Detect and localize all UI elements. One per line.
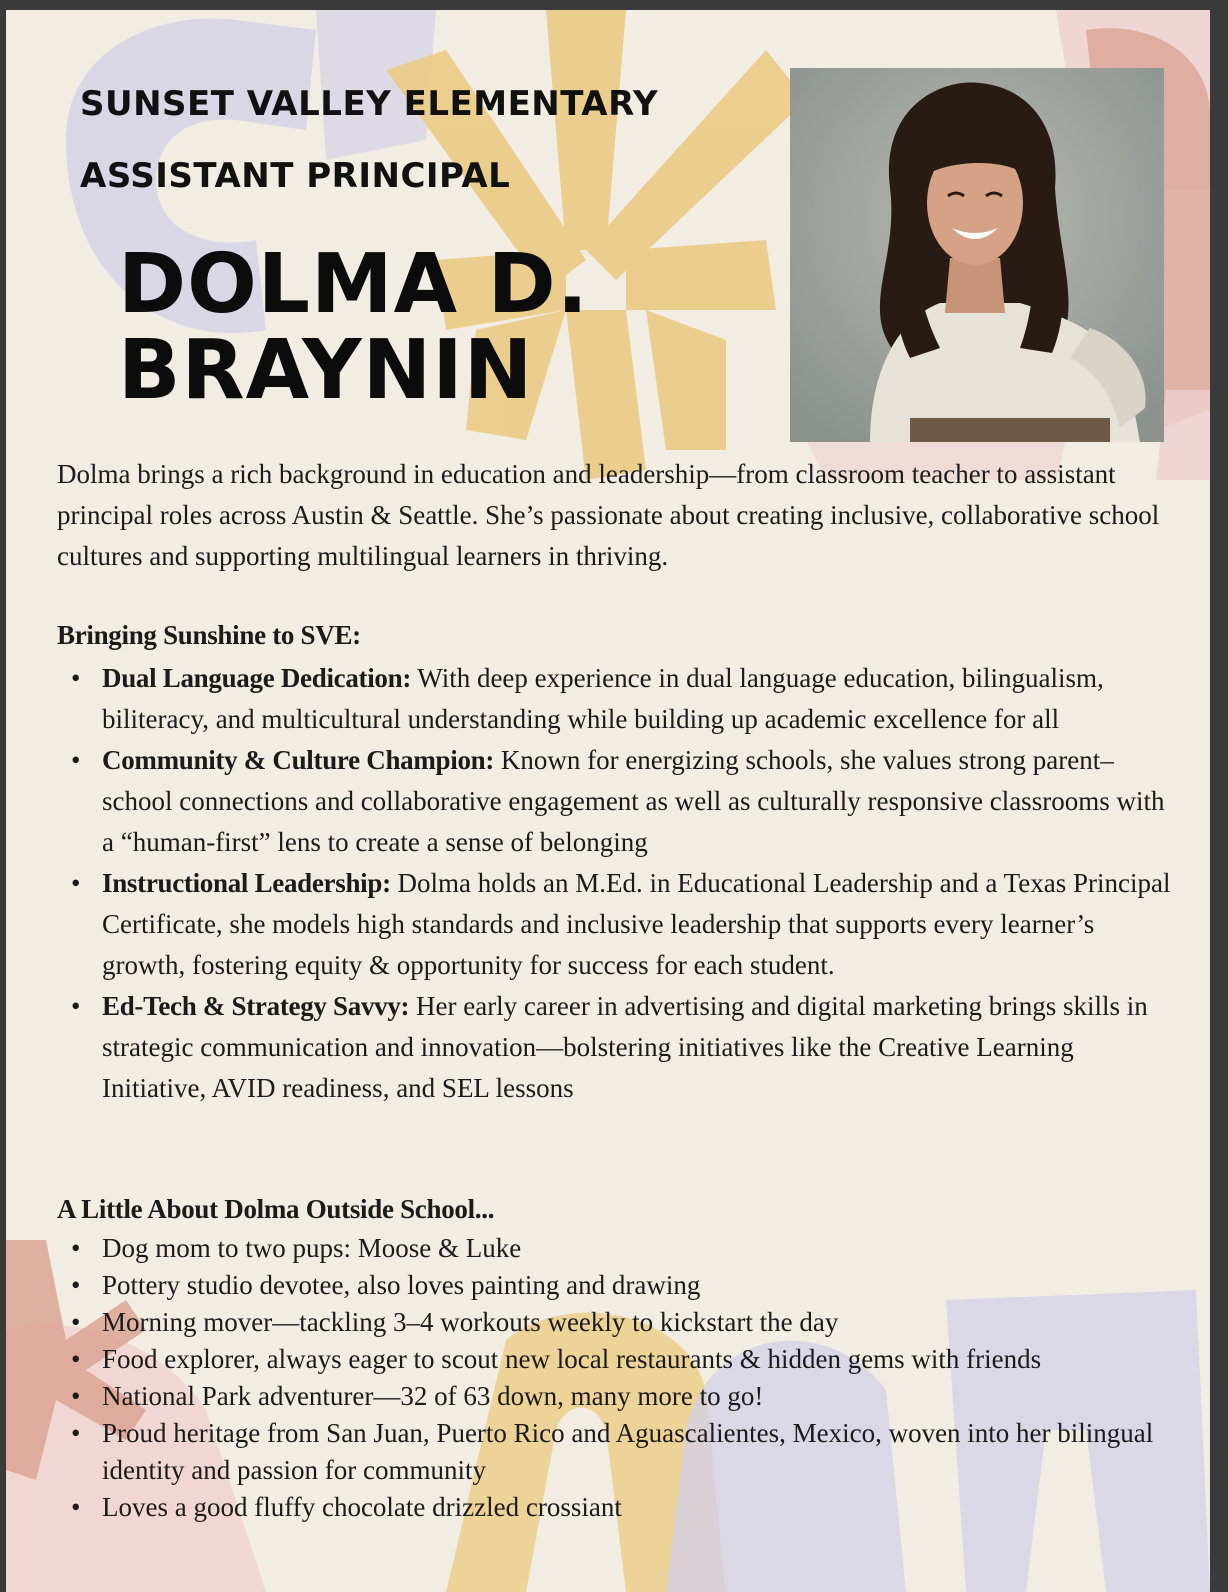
list-item: [57, 740, 1177, 863]
list-item: [57, 986, 1177, 1109]
job-title: ASSISTANT PRINCIPAL: [80, 156, 511, 196]
list-item-title: Dual Language Dedication:: [102, 663, 412, 693]
list-item-title: Ed-Tech & Strategy Savvy:: [102, 991, 410, 1021]
portrait-illustration: [790, 68, 1164, 442]
list-item-text: Known for energizing schools, she values strong parent–school connections and collaborative engagement as well as culturally responsive classrooms with a “human-first” lens to create a sense of belonging: [102, 745, 1165, 857]
outside-school-list: [57, 1230, 1177, 1526]
school-name: SUNSET VALLEY ELEMENTARY: [80, 84, 659, 124]
list-item: • Loves a good fluffy chocolate drizzled crossiant: [57, 1489, 1177, 1526]
list-item: • Proud heritage from San Juan, Puerto Rico and Aguascalientes, Mexico, woven into her bilingual identity and passion for community: [57, 1415, 1177, 1489]
list-item-text: Dolma holds an M.Ed. in Educational Leadership and a Texas Principal Certificate, she models high standards and inclusive leadership that supports every learner’s growth, fostering equity & opportunity for success for each student.: [102, 868, 1171, 980]
section-heading-sunshine: Bringing Sunshine to SVE:: [57, 620, 361, 650]
list-item-title: Community & Culture Champion:: [102, 745, 495, 775]
list-item-text: Her early career in advertising and digital marketing brings skills in strategic communication and innovation—bolstering initiatives like the Creative Learning Initiative, AVID readiness, and SEL lessons: [102, 991, 1148, 1103]
section-heading-outside-school: A Little About Dolma Outside School...: [57, 1194, 495, 1224]
list-item-title: Instructional Leadership:: [102, 868, 391, 898]
flyer-page: [6, 10, 1210, 1592]
portrait-photo: [790, 68, 1164, 442]
list-item: • Pottery studio devotee, also loves painting and drawing: [57, 1267, 1177, 1304]
list-item: [57, 658, 1177, 740]
list-item-text: With deep experience in dual language education, bilingualism, biliteracy, and multicultural understanding while building up academic excellence for all: [102, 663, 1104, 734]
sunshine-list: [57, 658, 1177, 1109]
person-name: DOLMA D. BRAYNIN: [118, 237, 589, 418]
list-item: • Morning mover—tackling 3–4 workouts weekly to kickstart the day: [57, 1304, 1177, 1341]
intro-paragraph: Dolma brings a rich background in education and leadership—from classroom teacher to assistant principal roles across Austin & Seattle. She’s passionate about creating inclusive, collaborative school cultures and supporting multilingual learners in thriving.: [57, 459, 1160, 571]
list-item: [57, 863, 1177, 986]
list-item: • Food explorer, always eager to scout new local restaurants & hidden gems with friends: [57, 1341, 1177, 1378]
list-item: • National Park adventurer—32 of 63 down, many more to go!: [57, 1378, 1177, 1415]
list-item: • Dog mom to two pups: Moose & Luke: [57, 1230, 1177, 1267]
